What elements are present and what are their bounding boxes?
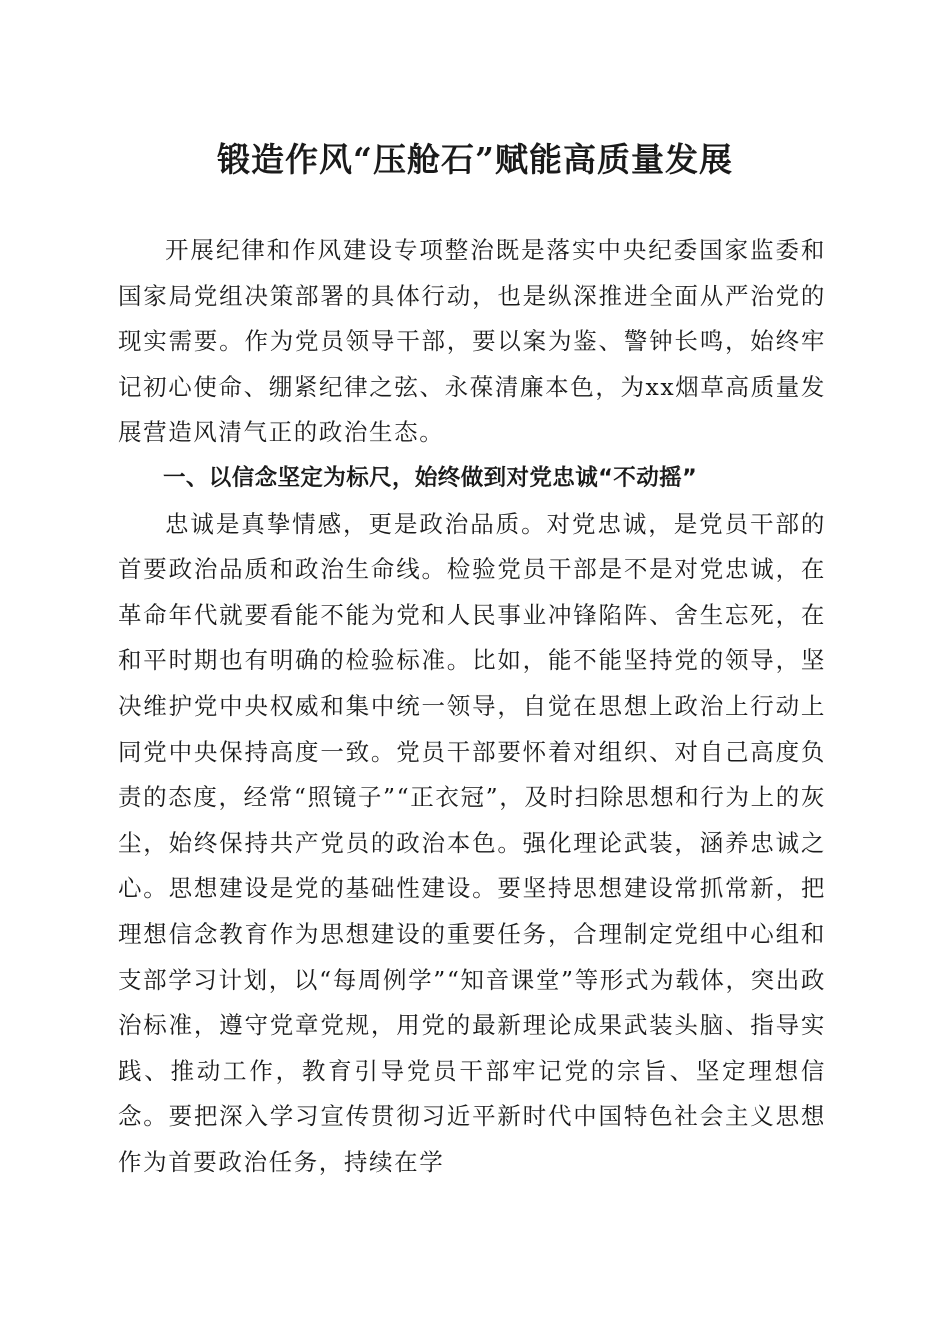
document-body — [118, 228, 826, 1185]
document-title: 锻造作风“压舱石”赋能高质量发展 — [217, 140, 733, 179]
section-1-paragraph: 忠诚是真挚情感，更是政治品质。对党忠诚，是党员干部的首要政治品质和政治生命线。检验党员干部是不是对党忠诚，在革命年代就要看能不能为党和人民事业冲锋陷阵、舍生忘死，在和平时期也有明确的检验标准。比如，能不能坚持党的领导，坚决维护党中央权威和集中统一领导，自觉在思想上政治上行动上同党中央保持高度一致。党员干部要怀着对组织、对自己高度负责的态度，经常“照镜子”“正衣冠”，及时扫除思想和行为上的灰尘，始终保持共产党员的政治本色。强化理论武装，涵养忠诚之心。思想建设是党的基础性建设。要坚持思想建设常抓常新，把理想信念教育作为思想建设的重要任务，合理制定党组中心组和支部学习计划，以“每周例学”“知音课堂”等形式为载体，突出政治标准，遵守党章党规，用党的最新理论成果武装头脑、指导实践、推动工作，教育引导党员干部牢记党的宗旨、坚定理想信念。要把深入学习宣传贯彻习近平新时代中国特色社会主义思想作为首要政治任务，持续在学 — [118, 509, 826, 1176]
intro-paragraph: 开展纪律和作风建设专项整治既是落实中央纪委国家监委和国家局党组决策部署的具体行动，也是纵深推进全面从严治党的现实需要。作为党员领导干部，要以案为鉴、警钟长鸣，始终牢记初心使命、绷紧纪律之弦、永葆清廉本色，为xx烟草高质量发展营造风清气正的政治生态。 — [118, 236, 826, 447]
section-heading-1: 一、以信念坚定为标尺，始终做到对党忠诚“不动摇” — [163, 464, 698, 491]
